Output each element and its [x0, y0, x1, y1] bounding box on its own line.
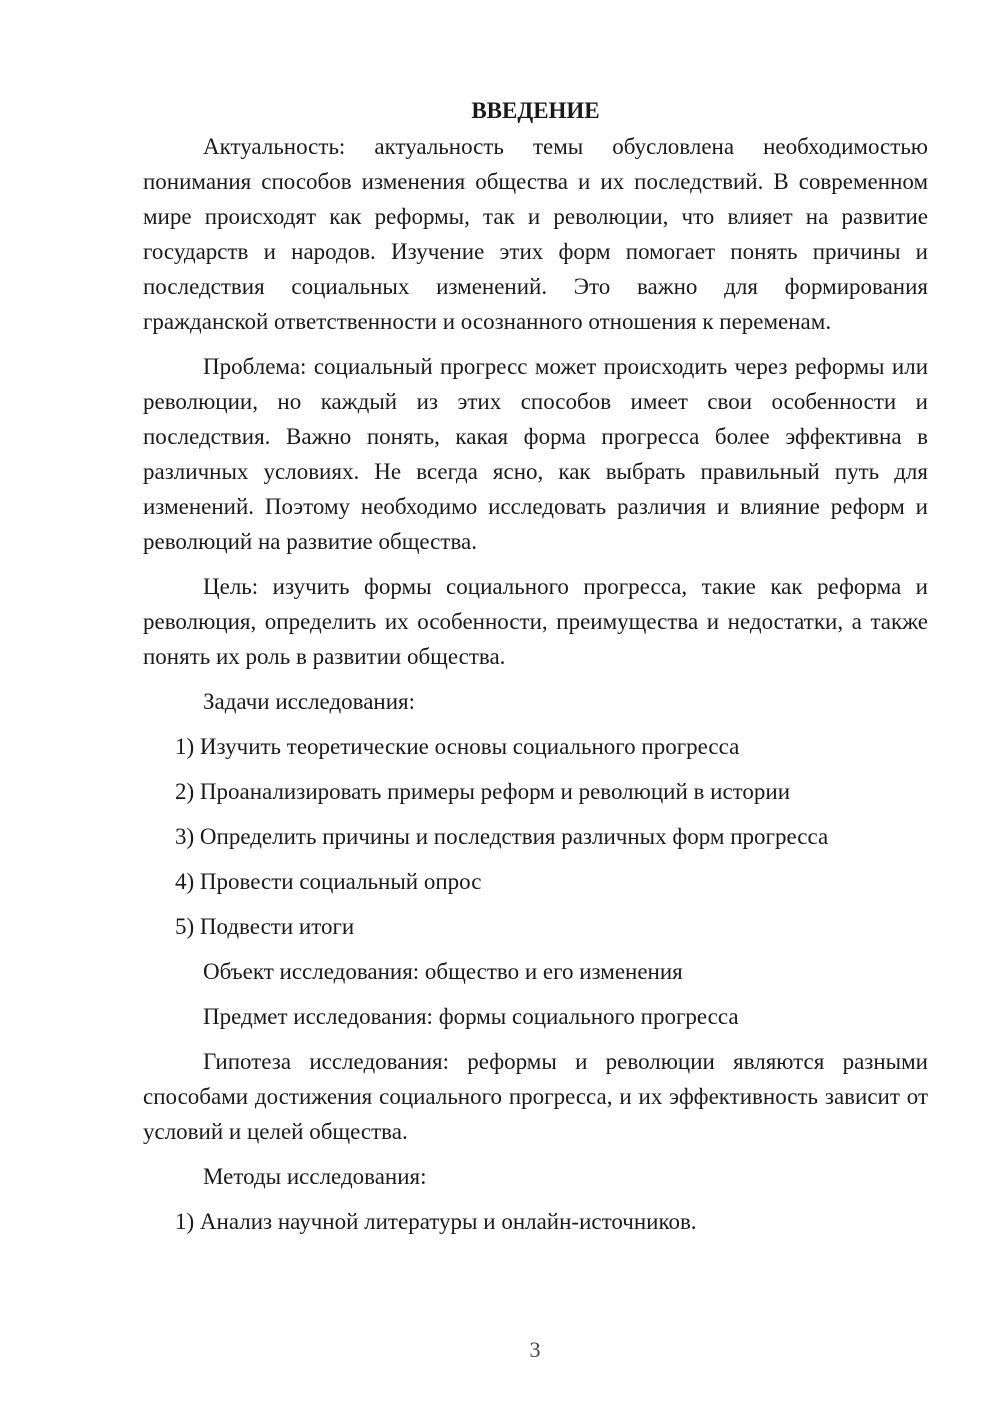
tasks-list	[143, 729, 928, 944]
paragraph-problem: Проблема: социальный прогресс может происходить через реформы или революции, но каждый из этих способов имеет свои особенности и последствия. Важно понять, какая форма прогресса более эффективна в различных условиях. Не всегда ясно, как выбрать правильный путь для изменений. Поэтому необходимо исследовать различия и влияние реформ и революций на развитие общества.	[143, 354, 928, 554]
paragraph-relevance: Актуальность: актуальность темы обусловлена необходимостью понимания способов изменения общества и их последствий. В современном мире происходят как реформы, так и революции, что влияет на развитие государств и народов. Изучение этих форм помогает понять причины и последствия социальных изменений. Это важно для формирования гражданской ответственности и осознанного отношения к переменам.	[143, 134, 928, 334]
paragraph-hypothesis: Гипотеза исследования: реформы и революции являются разными способами достижения социального прогресса, и их эффективность зависит от условий и целей общества.	[143, 1049, 928, 1144]
page-number: 3	[529, 1337, 541, 1362]
list-item: 3) Определить причины и последствия различных форм прогресса	[175, 824, 829, 849]
list-item: 5) Подвести итоги	[175, 914, 355, 939]
page-title: ВВЕДЕНИЕ	[471, 98, 600, 123]
tasks-heading: Задачи исследования:	[203, 689, 416, 714]
page-content	[143, 93, 928, 1249]
list-item: 4) Провести социальный опрос	[175, 869, 482, 894]
methods-list	[143, 1204, 928, 1239]
list-item: 1) Изучить теоретические основы социального прогресса	[175, 734, 740, 759]
research-subject: Предмет исследования: формы социального прогресса	[203, 1004, 739, 1029]
research-object: Объект исследования: общество и его изменения	[203, 959, 683, 984]
paragraph-goal: Цель: изучить формы социального прогресса, такие как реформа и революция, определить их особенности, преимущества и недостатки, а также понять их роль в развитии общества.	[143, 574, 928, 669]
methods-heading: Методы исследования:	[203, 1164, 427, 1189]
list-item: 2) Проанализировать примеры реформ и революций в истории	[175, 779, 791, 804]
list-item: 1) Анализ научной литературы и онлайн-источников.	[175, 1209, 697, 1234]
